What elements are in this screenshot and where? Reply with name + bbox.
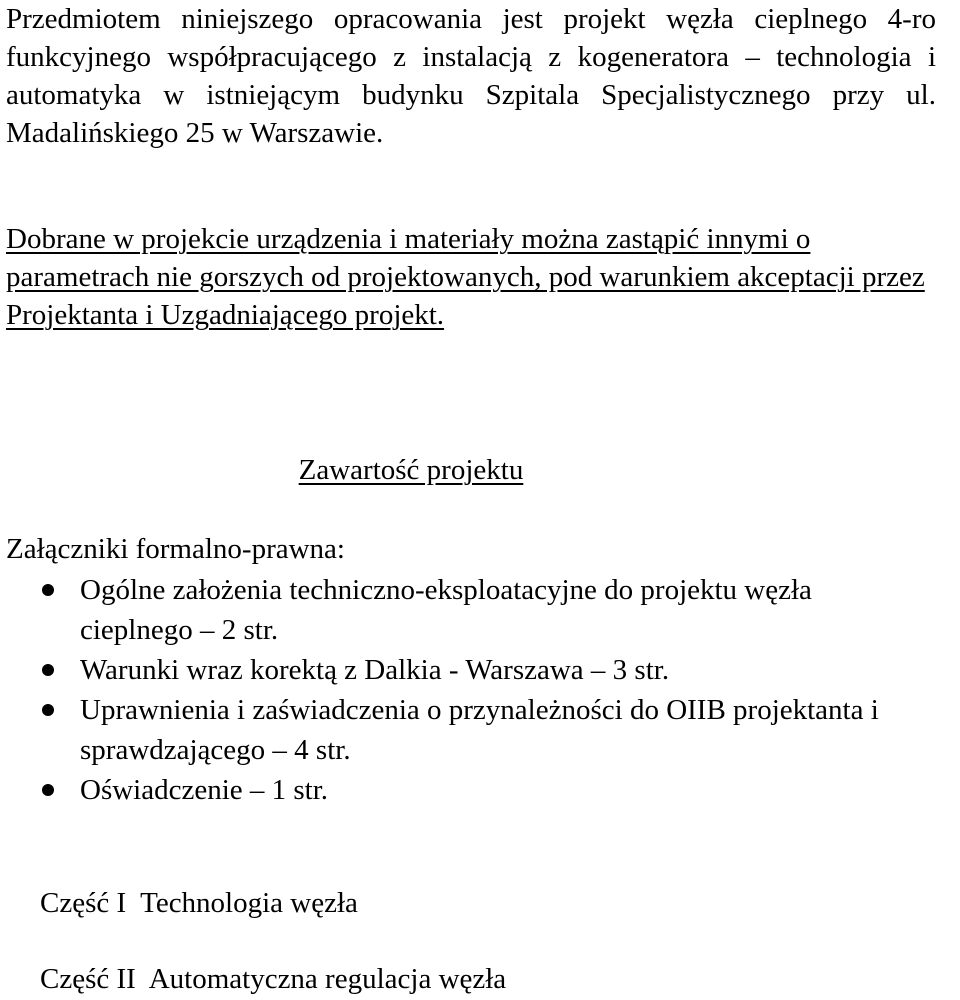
list-item <box>0 650 930 690</box>
part-two-title: Część II Automatyczna regulacja węzła <box>40 963 507 995</box>
attachments-list <box>0 570 960 810</box>
bullet-icon <box>42 704 54 716</box>
note-paragraph: Dobrane w projekcie urządzenia i materiały można zastąpić innymi o parametrach nie gorszych od projektowanych, pod warunkiem akceptacji przez Projektanta i Uzgadniającego projekt. <box>6 223 925 331</box>
attachments-title: Załączniki formalno-prawna: <box>6 533 345 565</box>
bullet-icon <box>42 584 54 596</box>
list-item <box>0 690 930 770</box>
list-item <box>0 770 930 810</box>
list-item-text: Oświadczenie – 1 str. <box>80 774 329 806</box>
list-item-text: Warunki wraz korektą z Dalkia - Warszawa – 3 str. <box>80 654 670 686</box>
list-item <box>0 570 930 650</box>
list-item-text: Ogólne założenia techniczno-eksploatacyjne do projektu węzła cieplnego – 2 str. <box>80 574 812 646</box>
bullet-icon <box>42 784 54 796</box>
intro-paragraph: Przedmiotem niniejszego opracowania jest projekt węzła cieplnego 4-ro funkcyjnego współpracującego z instalacją z kogeneratora – technologia i automatyka w istniejącym budynku Szpitala Specjalistycznego przy ul. Madalińskiego 25 w Warszawie. <box>6 3 936 149</box>
part-one-title: Część I Technologia węzła <box>40 887 358 919</box>
contents-heading: Zawartość projektu <box>298 454 524 486</box>
bullet-icon <box>42 664 54 676</box>
list-item-text: Uprawnienia i zaświadczenia o przynależności do OIIB projektanta i sprawdzającego – 4 str. <box>80 694 879 766</box>
